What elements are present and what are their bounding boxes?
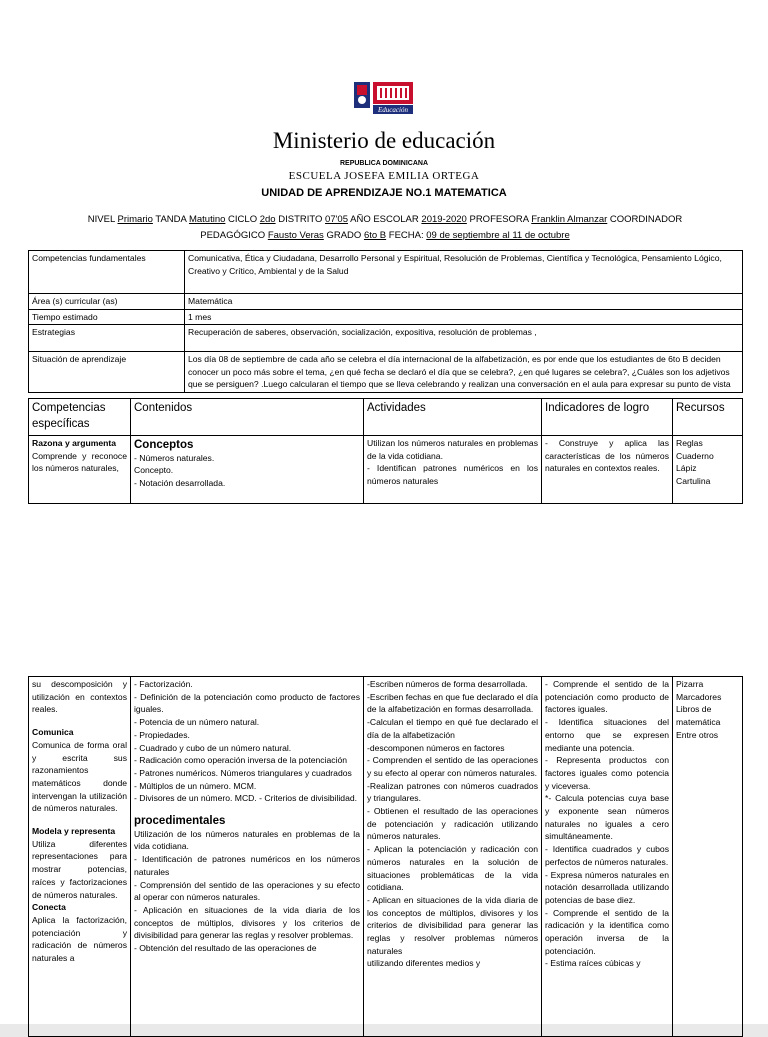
text: Utiliza diferentes representaciones para mostrar potencias, raíces y factorizaciones de números naturales. [32, 838, 127, 900]
text: FECHA: [388, 230, 424, 241]
text: - Propiedades. [134, 729, 190, 740]
text: TANDA [155, 214, 187, 225]
actividades-cell [364, 677, 542, 1037]
recursos-cell [673, 436, 743, 504]
text: - Representa productos con factores iguales como potencia y viceversa. [545, 755, 669, 791]
text: - Estima raíces cúbicas y [545, 958, 641, 969]
text: - Identifican patrones numéricos en los números naturales [367, 463, 538, 486]
info-value: Recuperación de saberes, observación, socialización, expositiva, resolución de problemas , [185, 325, 743, 352]
info-label: Competencias fundamentales [29, 251, 185, 294]
text: Concepto. [134, 465, 174, 475]
text: Cuaderno [676, 450, 714, 461]
info-label: Tiempo estimado [29, 309, 185, 325]
contenidos-cell [131, 436, 364, 504]
text: Lápiz [676, 463, 697, 473]
info-value: 1 mes [185, 309, 743, 325]
text: - Factorización. [134, 679, 193, 689]
text: CICLO [228, 214, 258, 225]
text: Marcadores [676, 691, 722, 702]
text: Libros de matemática [676, 704, 721, 728]
text: - Comprende el sentido de la radicación y la identifica como operación inversa de la potenciación. [545, 907, 669, 956]
text: - Identificación de patrones numéricos en los números naturales [134, 854, 360, 877]
text: -Escriben números de forma desarrollada. [367, 679, 528, 689]
col-header: Indicadores de logro [542, 399, 673, 436]
text: 2do [259, 214, 276, 225]
text: - Aplicación en situaciones de la vida diaria de los conceptos de múltiplos, divisores y los criterios de divisibilidad para generar las reglas y resolver problemas. [134, 904, 360, 941]
text: -Escriben fechas en que fue declarado el día de la alfabetización en formas desarrollada. [367, 691, 538, 715]
text: - Identifica situaciones del entorno que se expresen mediante una potencia. [545, 717, 669, 753]
info-label: Estrategias [29, 325, 185, 352]
text: Matutino [188, 214, 226, 225]
text: NIVEL [87, 214, 115, 225]
text: - Cuadrado y cubo de un número natural. [134, 742, 292, 753]
col-header: Actividades [364, 399, 542, 436]
document-page-2 [0, 670, 768, 1024]
text: - Divisores de un número. MCD. - Criterios de divisibilidad. [134, 793, 358, 804]
text: -Realizan patrones con números cuadrados y triangulares. [367, 780, 538, 804]
text: Primario [117, 214, 153, 225]
text: COORDINADOR PEDAGÓGICO [200, 214, 683, 241]
text: - Radicación como operación inversa de la potenciación [134, 755, 348, 766]
col-header: Competencias específicas [29, 399, 131, 436]
ministry-logo [352, 80, 416, 116]
text: Utilización de los números naturales en problemas de la vida cotidiana. [134, 828, 360, 852]
text: Cartulina [676, 475, 711, 486]
text: 07'05 [325, 214, 348, 225]
text: Reglas [676, 438, 703, 448]
text: - Notación desarrollada. [134, 477, 226, 488]
contenidos-cell [131, 677, 364, 1037]
text: su descomposición y utilización en contextos reales. [32, 679, 127, 715]
text: procedimentales [134, 815, 226, 828]
text: -descomponen números en factores [367, 742, 505, 753]
info-value: Los día 08 de septiembre de cada año se celebra el día internacional de la alfabetización, es por ende que los estudiantes de 6to B deciden conocer un poco más sobre el tema, ¿en qué fecha se declaró el día que se celebra?, ¿en qué lugares se celebra?, ¿Cuáles son los adjetivos que se persiguen? .Luego calcularan el tiempo que se lleva celebrando y realizan una conversación en el aula para expresar su punto de vista [185, 352, 743, 393]
meta-line [60, 212, 710, 244]
competencia-cell [29, 436, 131, 504]
competencias-table-continued [28, 676, 743, 1037]
unit-title: UNIDAD DE APRENDIZAJE NO.1 MATEMATICA [261, 187, 507, 199]
text: DISTRITO [278, 214, 323, 225]
text: Comunica de forma oral y escrita sus razonamientos matemáticos donde intervengan la utilización de números naturales. [32, 739, 127, 814]
text: Conecta [32, 902, 66, 913]
text: -Calculan el tiempo en qué fue declarado el día de la alfabetización [367, 717, 538, 740]
recursos-cell [673, 677, 743, 1037]
text: Razona y argumenta [32, 438, 117, 448]
text: - Obtienen el resultado de las operaciones de potenciación y radicación utilizando números naturales. [367, 806, 538, 842]
school-name: ESCUELA JOSEFA EMILIA ORTEGA [288, 170, 480, 182]
text: Entre otros [676, 729, 719, 740]
col-header: Recursos [673, 399, 743, 436]
info-table [28, 250, 743, 393]
text: GRADO [326, 230, 362, 241]
text: - Obtención del resultado de las operaciones de [134, 943, 317, 954]
logo-wordmark: Educación [378, 106, 408, 114]
text: Fausto Veras [267, 230, 324, 241]
text: Modela y representa [32, 826, 116, 837]
text: - Potencia de un número natural. [134, 717, 260, 728]
text: - Comprenden el sentido de las operaciones y su efecto al operar con números naturales. [367, 755, 538, 778]
competencia-cell [29, 677, 131, 1037]
page-gap [0, 545, 768, 670]
text: - Comprende el sentido de la potenciación como producto de factores iguales. [545, 679, 669, 715]
text: - Múltiplos de un número. MCM. [134, 780, 257, 791]
republic-label: REPUBLICA DOMINICANA [339, 160, 429, 167]
text: utilizando diferentes medios y [367, 958, 481, 969]
text: 6to B [363, 230, 387, 241]
competencias-table [28, 398, 743, 504]
text: - Identifica cuadrados y cubos perfectos de números naturales. [545, 844, 669, 867]
text: - Construye y aplica las características de los números naturales en contextos reales. [545, 438, 669, 473]
text: - Comprensión del sentido de las operaciones y su efecto al operar con números naturales. [134, 879, 360, 903]
info-value: Matemática [185, 294, 743, 310]
text: Utilizan los números naturales en problemas de la vida cotidiana. [367, 438, 538, 461]
text: 2019-2020 [421, 214, 467, 225]
info-label: Área (s) curricular (as) [29, 294, 185, 310]
text: *- Calcula potencias cuya base y exponente sean números naturales no iguales a cero simultáneamente. [545, 793, 669, 842]
page-title: Ministerio de educación [272, 128, 496, 153]
text: Comunica [32, 727, 74, 738]
text: PROFESORA [469, 214, 529, 225]
indicadores-cell [542, 436, 673, 504]
text: Pizarra [676, 679, 704, 689]
text: - Patrones numéricos. Números triangulares y cuadrados [134, 767, 352, 778]
info-value: Comunicativa, Ética y Ciudadana, Desarrollo Personal y Espiritual, Resolución de Problemas, Científica y Tecnológica, Pensamiento Lógico, Creativo y Crítico, Ambiental y de la Salud [185, 251, 743, 294]
text: AÑO ESCOLAR [350, 214, 419, 225]
info-label: Situación de aprendizaje [29, 352, 185, 393]
text: - Aplican la potenciación y radicación con números naturales en la solución de situaciones problemáticas de la vida cotidiana. [367, 844, 538, 893]
text: Franklin Almanzar [531, 214, 608, 225]
text: Conceptos [134, 439, 194, 451]
actividades-cell [364, 436, 542, 504]
text: 09 de septiembre al 11 de octubre [426, 230, 570, 241]
text: - Expresa números naturales en notación desarrollada utilizando potencias de base diez. [545, 869, 669, 905]
text: Comprende y reconoce los números naturales, [32, 450, 127, 473]
text: - Números naturales. [134, 452, 215, 463]
text: - Definición de la potenciación como producto de factores iguales. [134, 691, 360, 715]
text: - Aplican en situaciones de la vida diaria de los conceptos de múltiplos, divisores y los criterios de divisibilidad para generar las reglas y resolver problemas números naturales [367, 894, 538, 956]
text: Aplica la factorización, potenciación y radicación de números naturales a [32, 914, 127, 964]
col-header: Contenidos [131, 399, 364, 436]
indicadores-cell [542, 677, 673, 1037]
